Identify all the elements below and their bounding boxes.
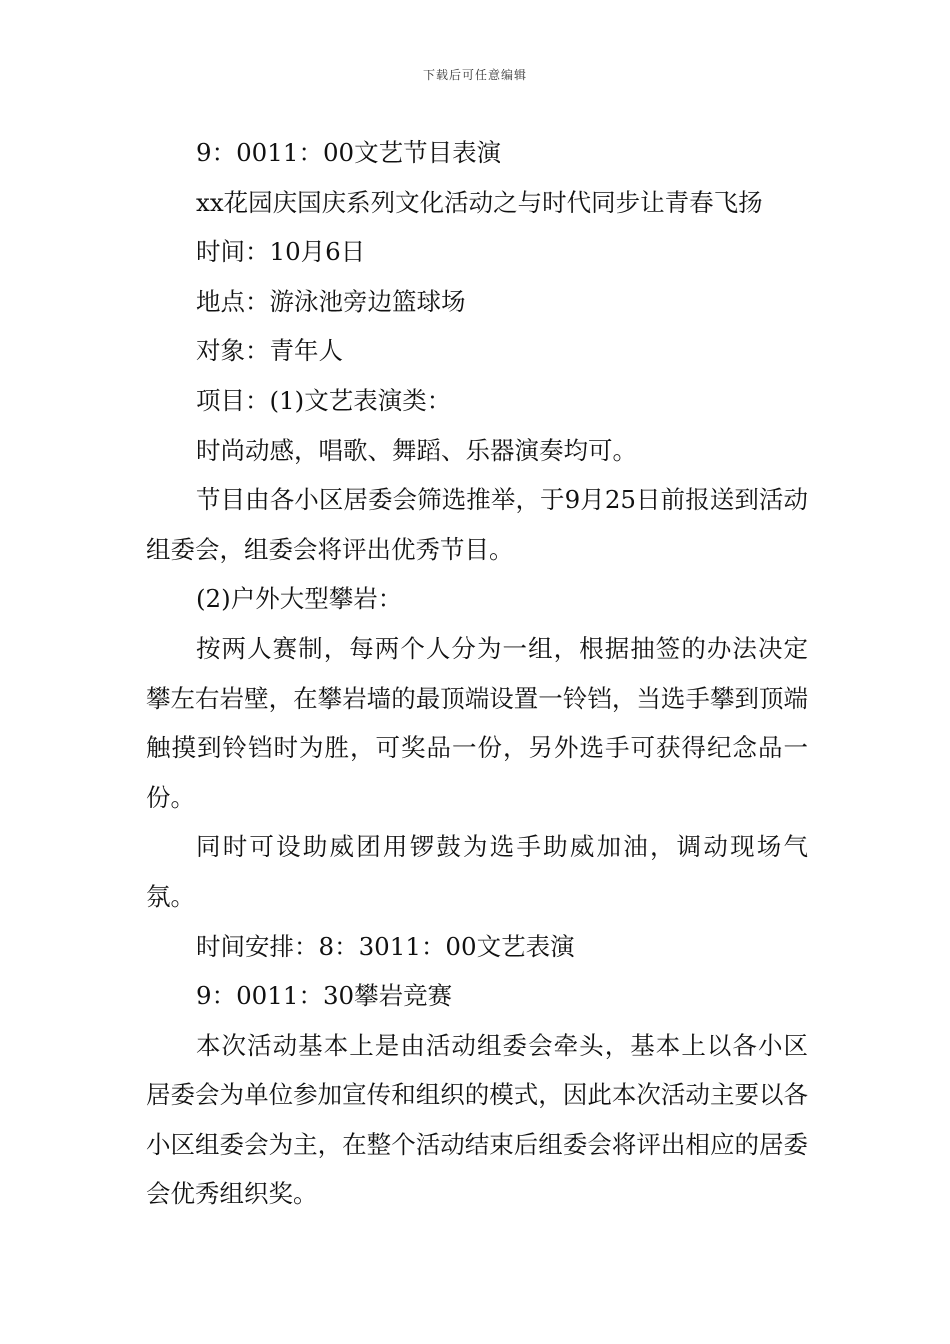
paragraph-climbing-rules: 按两人赛制，每两个人分为一组，根据抽签的办法决定攀左右岩壁，在攀岩墙的最顶端设置一铃铛，当选手攀到顶端触摸到铃铛时为胜，可奖品一份，另外选手可获得纪念品一份。 [146,633,808,812]
paragraph-performance-types: 时尚动感，唱歌、舞蹈、乐器演奏均可。 [196,435,637,465]
paragraph-organization: 本次活动基本上是由活动组委会牵头，基本上以各小区居委会为单位参加宣传和组织的模式，因此本次活动主要以各小区组委会为主，在整个活动结束后组委会将评出相应的居委会优秀组织奖。 [146,1030,808,1209]
paragraph-time: 时间：10月6日 [196,237,366,267]
paragraph-schedule-2: 时间安排：8：3011：00文艺表演 [196,931,575,961]
page-header-note: 下载后可任意编辑 [422,68,527,82]
paragraph-event-title: xx花园庆国庆系列文化活动之与时代同步让青春飞扬 [196,187,763,217]
paragraph-location: 地点：游泳池旁边篮球场 [196,286,466,316]
paragraph-program-selection: 节目由各小区居委会筛选推举，于9月25日前报送到活动组委会，组委会将评出优秀节目。 [146,485,808,564]
paragraph-schedule-1: 9：0011：00文艺节目表演 [196,138,502,167]
paragraph-project-2: (2)户外大型攀岩： [196,584,403,614]
document-body [146,128,808,1219]
paragraph-cheer-team: 同时可设助威团用锣鼓为选手助威加油，调动现场气氛。 [146,832,808,911]
paragraph-schedule-3: 9：0011：30攀岩竞赛 [196,981,453,1011]
paragraph-audience: 对象：青年人 [196,336,343,366]
paragraph-project-1: 项目：(1)文艺表演类： [196,385,452,415]
